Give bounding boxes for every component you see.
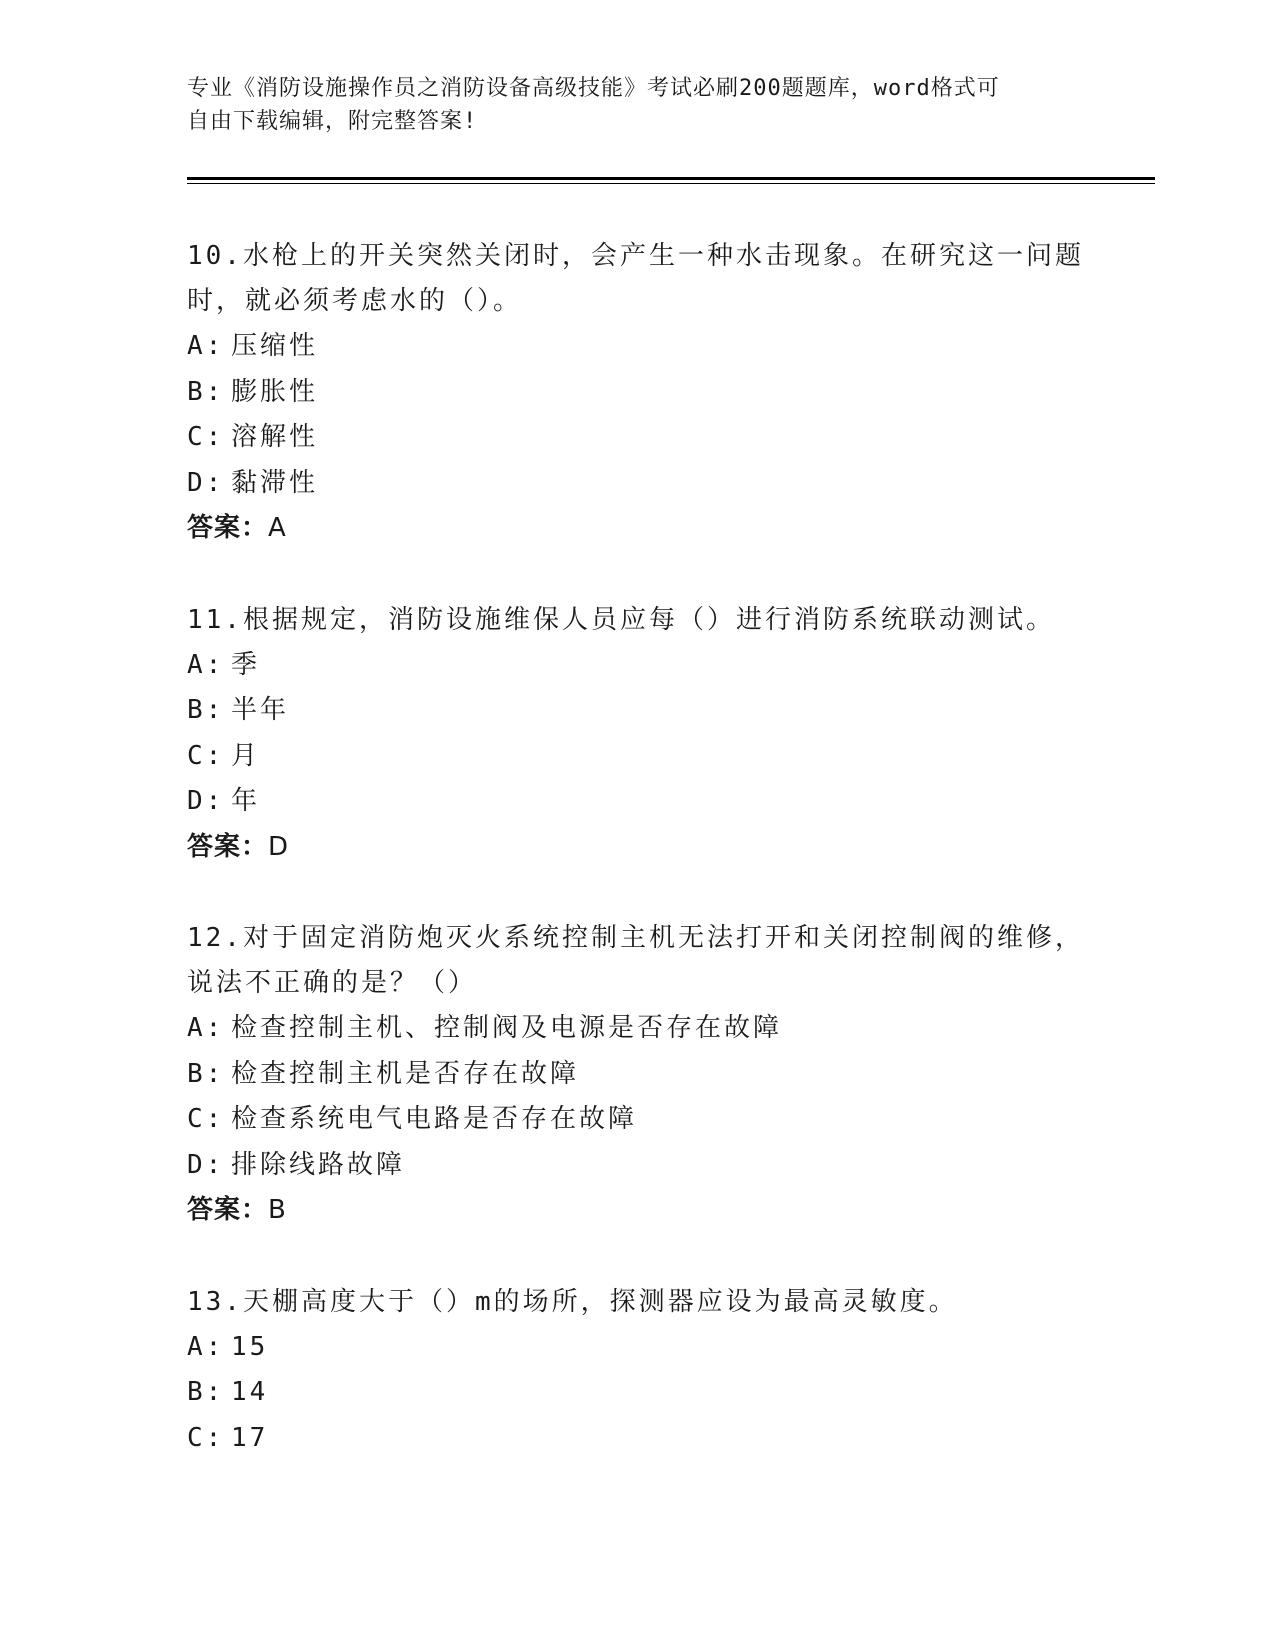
option-a xyxy=(187,1325,1087,1371)
option-c xyxy=(187,1097,1087,1143)
option-b xyxy=(187,688,1087,734)
option-c xyxy=(187,1416,1087,1462)
option-text: 压缩性 xyxy=(231,331,319,361)
option-key: B: xyxy=(187,1058,225,1089)
option-key: B: xyxy=(187,695,225,725)
question-stem: 10.水枪上的开关突然关闭时，会产生一种水击现象。在研究这一问题时，就必须考虑水的（）。 xyxy=(187,241,1084,316)
question-item xyxy=(187,598,1087,871)
option-a xyxy=(187,324,1087,370)
question-stem: 13.天棚高度大于（）m的场所，探测器应设为最高灵敏度。 xyxy=(187,1286,958,1317)
option-c xyxy=(187,415,1087,461)
option-key: D: xyxy=(187,467,225,498)
option-text: 年 xyxy=(231,786,261,816)
option-key: C: xyxy=(187,740,225,771)
option-d xyxy=(187,779,1087,825)
header-line-2: 自由下载编辑，附完整答案! xyxy=(187,109,478,134)
header-divider-thin xyxy=(187,183,1155,184)
answer-value: D xyxy=(268,831,290,862)
option-text: 15 xyxy=(231,1331,269,1362)
option-text: 溶解性 xyxy=(231,422,319,452)
option-d xyxy=(187,461,1087,507)
answer-label: 答案： xyxy=(187,513,269,543)
option-key: A: xyxy=(187,1331,225,1362)
question-stem: 12.对于固定消防炮灭火系统控制主机无法打开和关闭控制阀的维修，说法不正确的是？（） xyxy=(187,923,1084,998)
answer-label: 答案： xyxy=(187,831,269,862)
option-text: 检查控制主机、控制阀及电源是否存在故障 xyxy=(231,1013,783,1043)
question-item xyxy=(187,234,1087,552)
option-a xyxy=(187,643,1087,689)
option-b xyxy=(187,370,1087,416)
answer-value: A xyxy=(268,513,287,543)
answer-line xyxy=(187,506,1087,552)
option-text: 检查系统电气电路是否存在故障 xyxy=(231,1104,638,1134)
option-text: 膨胀性 xyxy=(231,376,319,407)
header-divider-thick xyxy=(187,177,1155,180)
option-text: 黏滞性 xyxy=(231,467,319,498)
option-key: C: xyxy=(187,422,225,452)
option-a xyxy=(187,1006,1087,1052)
header-line-1: 专业《消防设施操作员之消防设备高级技能》考试必刷200题题库，word格式可 xyxy=(187,76,1000,101)
option-b xyxy=(187,1052,1087,1098)
option-text: 检查控制主机是否存在故障 xyxy=(231,1058,580,1089)
option-key: B: xyxy=(187,376,225,407)
option-key: C: xyxy=(187,1422,225,1453)
question-list xyxy=(187,234,1087,1507)
option-key: D: xyxy=(187,786,225,816)
question-stem: 11.根据规定，消防设施维保人员应每（）进行消防系统联动测试。 xyxy=(187,604,1055,635)
option-text: 半年 xyxy=(231,695,290,725)
answer-value: B xyxy=(268,1195,287,1225)
question-item xyxy=(187,916,1087,1234)
answer-label: 答案： xyxy=(187,1195,269,1225)
answer-line xyxy=(187,1188,1087,1234)
document-header xyxy=(187,72,1067,138)
option-text: 排除线路故障 xyxy=(231,1149,406,1180)
option-text: 17 xyxy=(231,1422,269,1453)
option-c xyxy=(187,734,1087,780)
answer-line xyxy=(187,825,1087,871)
question-item xyxy=(187,1280,1087,1462)
option-text: 14 xyxy=(231,1377,269,1407)
option-b xyxy=(187,1370,1087,1416)
option-key: D: xyxy=(187,1149,225,1180)
option-key: B: xyxy=(187,1377,225,1407)
option-key: A: xyxy=(187,649,225,680)
option-key: C: xyxy=(187,1104,225,1134)
option-key: A: xyxy=(187,331,225,361)
option-text: 月 xyxy=(231,740,261,771)
option-text: 季 xyxy=(231,649,261,680)
option-d xyxy=(187,1143,1087,1189)
option-key: A: xyxy=(187,1013,225,1043)
